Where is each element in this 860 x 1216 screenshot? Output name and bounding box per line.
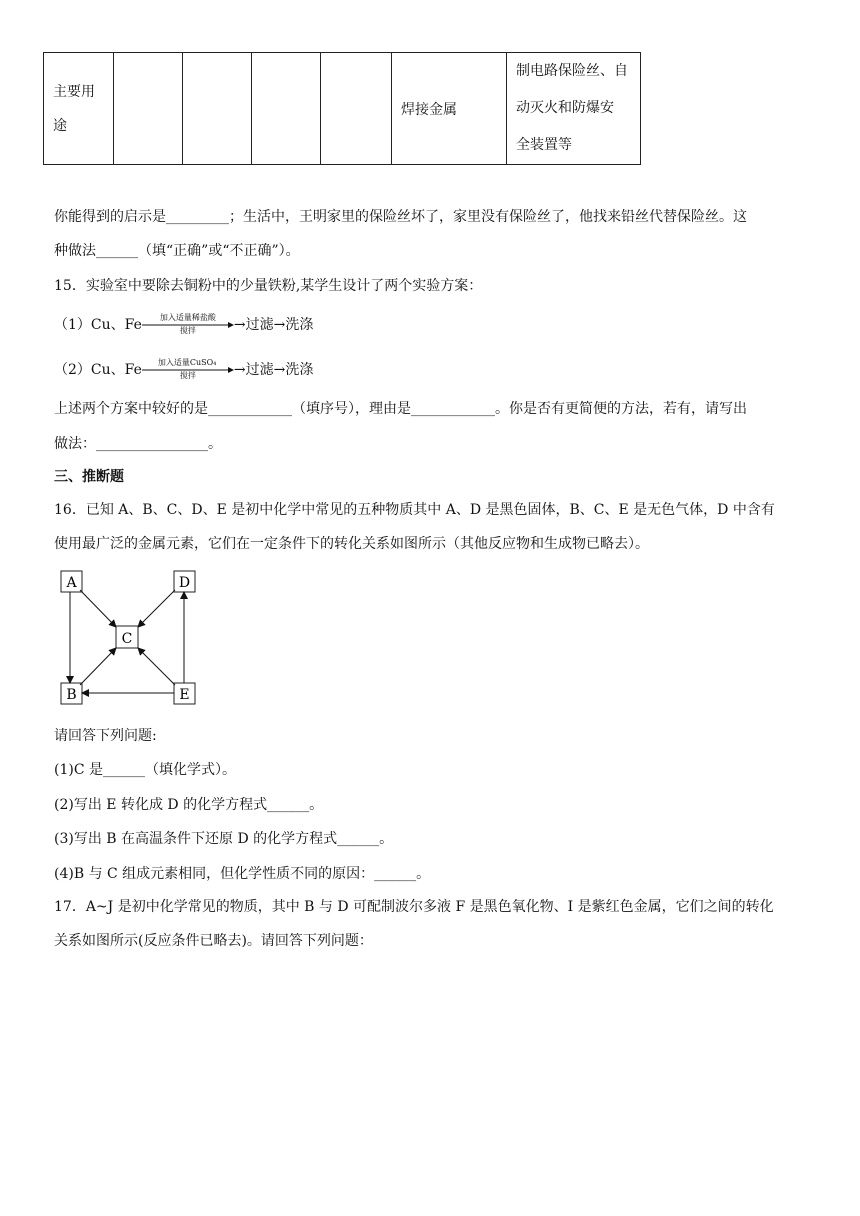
plan1-arrow-bottom: 搅拌 [179,326,196,335]
cell-fuse-line1: 制电路保险丝、自 [516,63,628,79]
q16-sub3: (3)写出 B 在高温条件下还原 D 的化学方程式______。 [54,831,394,847]
q16-stem-line2: 使用最广泛的金属元素，它们在一定条件下的转化关系如图所示（其他反应物和生成物已略去）。 [54,536,649,552]
metal-uses-table [43,52,641,165]
node-b: B [66,687,77,703]
node-a: A [66,575,77,591]
q16-sub2: (2)写出 E 转化成 D 的化学方程式______。 [54,797,324,813]
q16-conversion-diagram [56,568,204,710]
node-c: C [121,631,133,647]
empty-cell [114,53,183,165]
q15-ask-line2: 做法：________________。 [54,436,222,452]
cell-welding: 焊接金属 [392,53,507,165]
plan2-suffix: →过滤→洗涤 [233,362,314,378]
arrow-b-to-c [80,648,116,685]
arrow-e-to-c [138,648,175,685]
plan2-arrow-top: 加入适量CuSO₄ [157,358,217,367]
section-title: 三、推断题 [54,469,124,485]
arrow-d-to-c [138,590,175,627]
plan2-arrow-bottom: 搅拌 [179,371,196,380]
plan1-arrow [142,315,234,335]
plan2-arrow [142,360,234,380]
q16-sub4: (4)B 与 C 组成元素相同，但化学性质不同的原因：______。 [54,866,431,882]
node-d: D [178,575,191,591]
row-header-cell [44,53,114,165]
inspiration-line1: 你能得到的启示是_________；生活中，王明家里的保险丝坏了，家里没有保险丝了，他找来铅丝代替保险丝。这 [54,209,747,225]
q15-ask-line1: 上述两个方案中较好的是____________（填序号），理由是____________。你是否有更简便的方法，若有，请写出 [54,401,747,417]
cell-fuse-use [507,53,641,165]
table-row [44,53,641,165]
empty-cell [321,53,392,165]
q15-plan2 [54,360,313,380]
q16-stem-line1: 16．已知 A、B、C、D、E 是初中化学中常见的五种物质其中 A、D 是黑色固体，B、C、E 是无色气体，D 中含有 [54,502,775,518]
row-label-line2: 途 [53,117,67,134]
plan1-arrow-top: 加入适量稀盐酸 [159,313,216,322]
q15-plan1 [54,315,313,335]
cell-fuse-line3: 全装置等 [516,137,572,153]
q17-line1: 17．A~J 是初中化学常见的物质，其中 B 与 D 可配制波尔多液 F 是黑色氧化物、I 是紫红色金属，它们之间的转化 [54,899,774,915]
plan2-prefix: （2）Cu、Fe [54,362,142,378]
empty-cell [252,53,321,165]
q15-stem: 15．实验室中要除去铜粉中的少量铁粉,某学生设计了两个实验方案： [54,278,483,294]
plan1-suffix: →过滤→洗涤 [233,317,314,333]
cell-fuse-line2: 动灭火和防爆安 [516,100,614,116]
plan1-prefix: （1）Cu、Fe [54,317,142,333]
arrow-a-to-c [80,590,116,627]
empty-cell [183,53,252,165]
q17-line2: 关系如图所示(反应条件已略去)。请回答下列问题： [54,933,373,949]
q16-sub1: (1)C 是______（填化学式）。 [54,762,236,778]
row-label-line1: 主要用 [53,83,95,100]
q16-prompt: 请回答下列问题: [54,728,157,744]
node-e: E [179,687,190,703]
inspiration-line2: 种做法______（填“正确”或“不正确”）。 [54,243,300,259]
